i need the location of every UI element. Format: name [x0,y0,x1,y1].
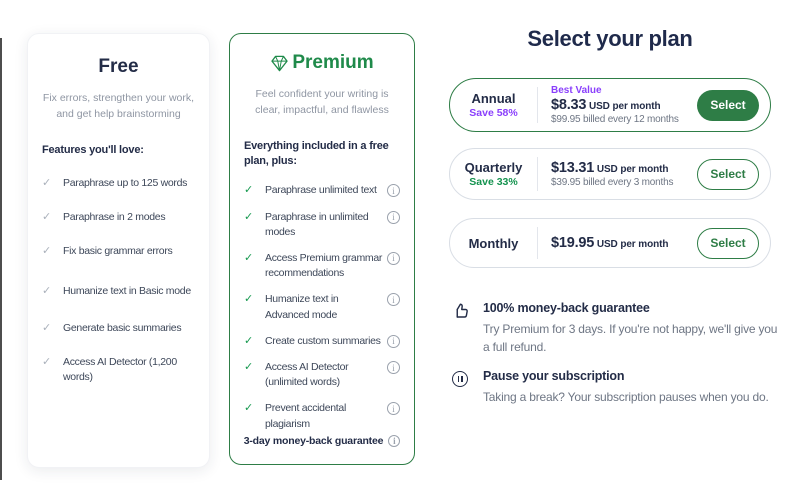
check-icon [244,334,258,348]
info-icon[interactable] [387,361,400,374]
best-value-badge: Best Value [551,85,602,96]
plan-name: Monthly [468,235,519,251]
thumbs-up-icon [452,301,470,356]
check-icon [244,251,258,265]
pause-text [483,369,769,406]
select-quarterly-button[interactable]: Select [697,159,759,190]
premium-feature-item: ✓ Access Premium grammar recommendations i [244,251,400,281]
price: $13.31 [551,160,595,176]
free-feature-item: ✓ Generate basic summaries [42,321,195,336]
premium-feature-item: ✓ Paraphrase in unlimited modes i [244,210,400,240]
note-title: 100% money-back guarantee [483,301,650,315]
money-back-note [452,301,787,356]
info-icon[interactable] [387,335,400,348]
check-icon [244,292,258,306]
diamond-icon [270,54,289,73]
annual-name-block [450,91,537,119]
premium-feature-item: ✓ Create custom summaries i [244,334,400,349]
check-icon [42,210,56,224]
price-unit: USD per month [588,101,661,112]
pause-icon [452,369,470,406]
free-feature-item: ✓ Fix basic grammar errors [42,244,195,259]
info-icon[interactable] [387,184,400,197]
check-icon [42,176,56,190]
free-feature-item: ✓ Access AI Detector (1,200 words) [42,355,195,385]
premium-card-title [242,52,402,74]
plan-row-annual[interactable] [449,78,771,132]
price: $19.95 [551,235,595,251]
plan-selector-title: Select your plan [527,26,693,51]
select-annual-button[interactable]: Select [697,90,759,121]
money-back-text [483,301,783,356]
monthly-price-block [538,235,697,251]
billing-detail: $99.95 billed every 12 months [551,114,679,125]
premium-card-description: Feel confident your writing is clear, impactful, and flawless [255,88,389,116]
premium-features-list [242,183,402,432]
select-monthly-button[interactable]: Select [697,228,759,259]
price-unit: USD per month [596,164,669,175]
premium-title-text: Premium [292,52,374,73]
premium-feature-item: ✓ Prevent accidental plagiarism i [244,401,400,431]
check-icon [42,321,56,335]
premium-plan-card [229,33,415,465]
check-icon [42,355,56,369]
premium-features-heading: Everything included in a free plan, plus: [244,139,389,167]
free-features-list [40,176,197,386]
note-body: Try Premium for 3 days. If you're not happy, we'll give you a full refund. [483,322,778,354]
check-icon [244,360,258,374]
check-icon [244,401,258,415]
plan-save-badge: Save 58% [469,107,518,119]
price-line [551,160,697,176]
plan-name: Annual [471,91,516,106]
price-line [551,97,697,113]
quarterly-price-block [538,160,697,188]
check-icon [42,284,56,298]
plan-name: Quarterly [464,160,523,175]
billing-detail: $39.95 billed every 3 months [551,177,674,188]
free-feature-item: ✓ Paraphrase up to 125 words [42,176,195,191]
monthly-name-block [450,236,537,251]
note-body: Taking a break? Your subscription pauses when you do. [483,390,769,404]
premium-guarantee-note [230,435,414,447]
premium-feature-item: ✓ Paraphrase unlimited text i [244,183,400,198]
check-icon [244,183,258,197]
free-feature-item: ✓ Humanize text in Basic mode [42,284,195,299]
plan-row-quarterly[interactable] [449,148,771,200]
info-icon[interactable] [388,435,400,447]
price-unit: USD per month [596,239,669,250]
pause-subscription-note [452,369,787,406]
quarterly-name-block [450,160,537,188]
check-icon [244,210,258,224]
price: $8.33 [551,97,587,113]
free-plan-card [27,33,210,468]
plan-save-badge: Save 33% [469,176,518,188]
info-icon[interactable] [387,211,400,224]
free-card-description: Fix errors, strengthen your work, and get help brainstorming [42,92,195,120]
left-edge-strip [0,38,2,480]
premium-feature-item: ✓ Access AI Detector (unlimited words) i [244,360,400,390]
info-icon[interactable] [387,293,400,306]
free-features-heading: Features you'll love: [42,143,144,156]
price-line [551,235,697,251]
check-icon [42,244,56,258]
free-card-title: Free [98,56,139,77]
plan-row-monthly[interactable] [449,218,771,268]
premium-feature-item: ✓ Humanize text in Advanced mode i [244,292,400,322]
info-icon[interactable] [387,252,400,265]
info-icon[interactable] [387,402,400,415]
note-title: Pause your subscription [483,369,625,383]
free-feature-item: ✓ Paraphrase in 2 modes [42,210,195,225]
annual-price-block [538,85,697,125]
guarantee-note-text: 3-day money-back guarantee [243,435,384,447]
